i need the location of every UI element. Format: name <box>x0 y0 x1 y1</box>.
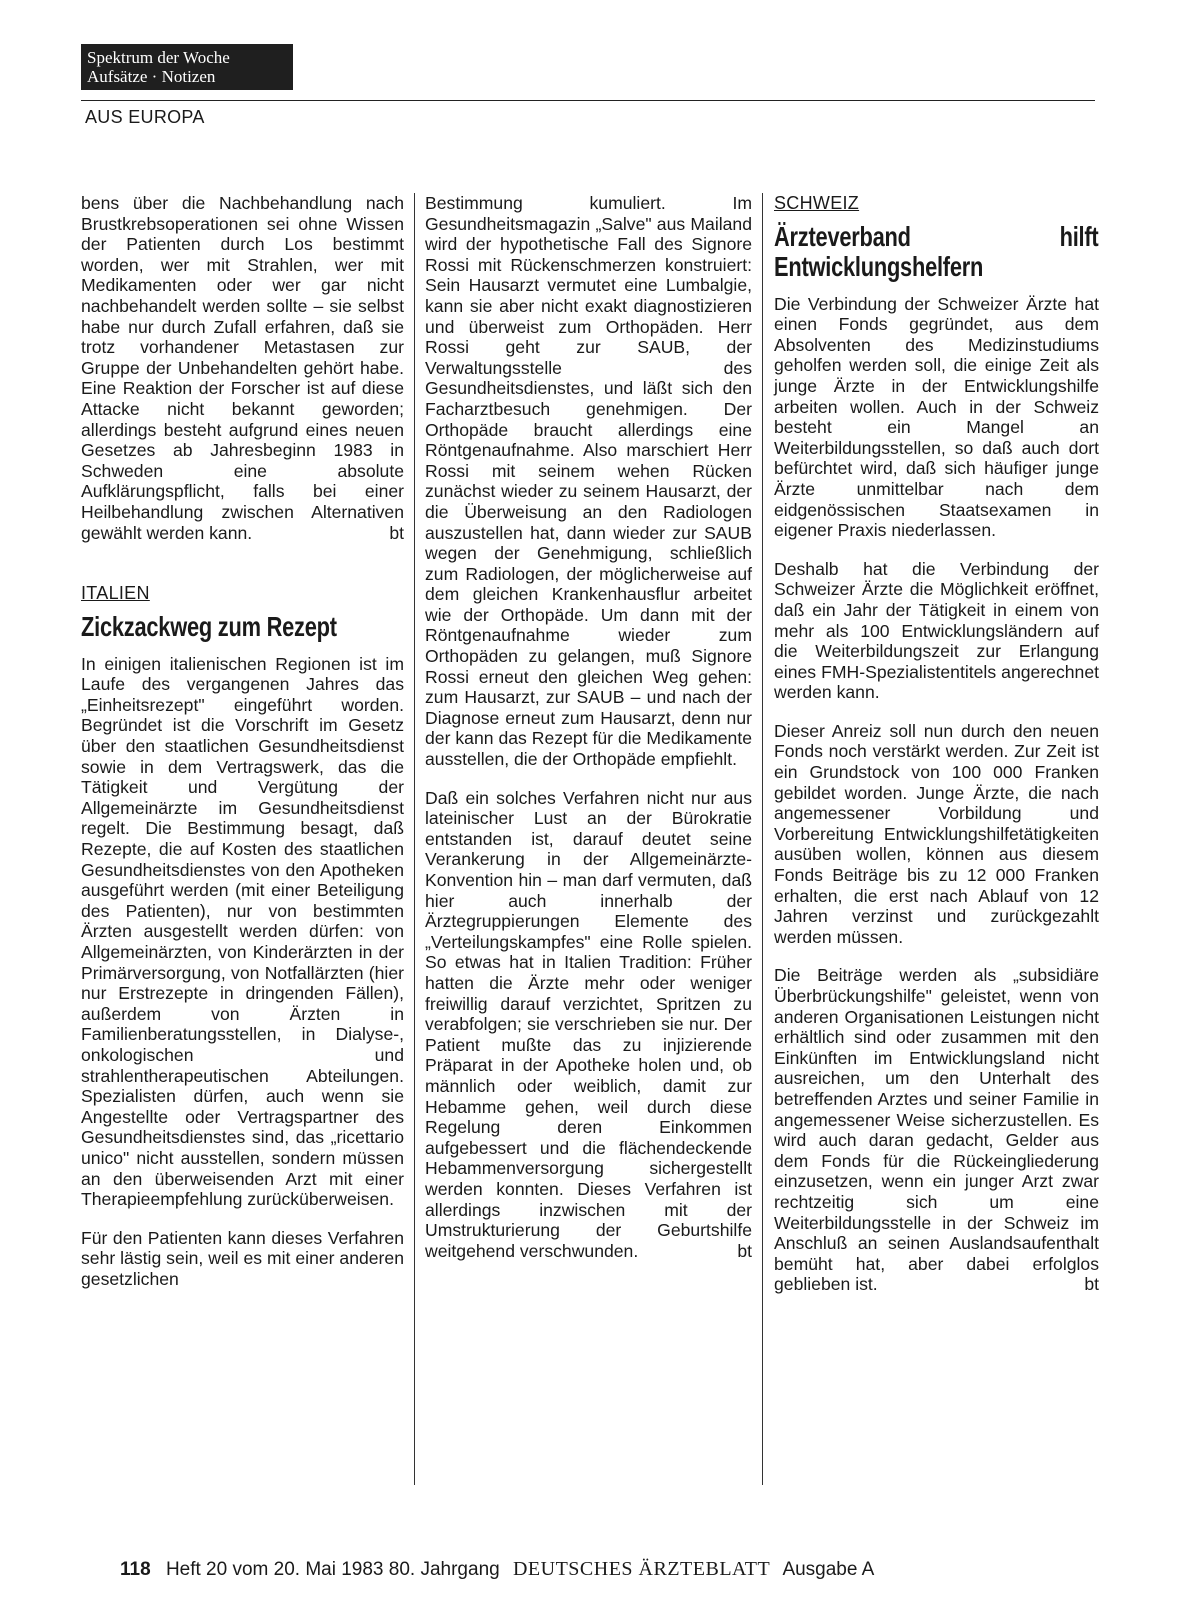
issue-info: Heft 20 vom 20. Mai 1983 80. Jahrgang <box>165 1559 500 1580</box>
journal-name: DEUTSCHES ÄRZTEBLATT <box>512 1558 771 1580</box>
byline: bt <box>1084 1274 1099 1295</box>
paragraph-text: Die Beiträge werden als „subsidiäre Überbrückungshilfe" geleistet, wenn von anderen Organisationen Leistungen nicht erhältlich sind oder zusammen mit den Einkünften im Entwicklungsland nicht ausreichen, um den Unterhalt des betreffenden Arztes und seiner Familie in angemessener Weise sicherzustellen. Es wird auch daran gedacht, Gelder aus dem Fonds für die Rückeingliederung einzusetzen, wenn ein junger Arzt zwar rechtzeitig sich um eine Weiterbildungsstelle in der Schweiz im Anschluß an seinen Auslandsaufenthalt bemüht hat, aber dabei erfolglos geblieben ist. <box>774 965 1099 1295</box>
article-headline-italien: Zickzackweg zum Rezept <box>81 610 337 642</box>
section-kicker-schweiz: SCHWEIZ <box>774 193 860 213</box>
paragraph: Dieser Anreiz soll nun durch den neuen Fonds noch verstärkt werden. Zur Zeit ist ein Grundstock von 100 000 Franken gebildet worden. Junge Ärzte, die nach angemessener Vorbildung und Vorbereitung Entwicklungshilfetätigkeiten ausüben wollen, können aus diesem Fonds Beiträge bis zu 12 000 Franken erhalten, die erst nach Ablauf von 12 Jahren verzinst und zurückgezahlt werden müssen. <box>774 720 1099 947</box>
column-1 <box>81 193 404 1308</box>
paragraph: In einigen italienischen Regionen ist im Laufe des vergangenen Jahres das „Einheitsrezept" eingeführt worden. Begründet ist die Vorschrift im Gesetz über den staatlichen Gesundheitsdienst sowie in dem Vertragswerk, das die Tätigkeit und Vergütung der Allgemeinärzte im Gesundheitsdienst regelt. Die Bestimmung besagt, daß Rezepte, die auf Kosten des staatlichen Gesundheitsdienstes von den Apotheken ausgeführt werden (mit einer Beteiligung des Patienten), nur von bestimmten Ärzten ausgestellt werden dürfen: von Allgemeinärzten, von Kinderärzten in der Primärversorgung, von Notfallärzten (hier nur Erstrezepte in dringenden Fällen), außerdem von Ärzten in Familienberatungsstellen, in Dialyse-, onkologischen und strahlentherapeutischen Abteilungen. Spezialisten dürfen, auch wenn sie Angestellte oder Vertragspartner des Gesundheitsdienstes sind, das „ricettario unico" nicht ausstellen, sondern müssen an den überweisenden Arzt mit einer Therapieempfehlung zurücküberweisen. <box>81 653 404 1210</box>
paragraph: Deshalb hat die Verbindung der Schweizer Ärzte die Möglichkeit eröffnet, daß ein Jahr der Tätigkeit in einem von mehr als 100 Entwicklungsländern auf die Weiterbildungszeit zur Erlangung eines FMH-Spezialistentitels angerechnet werden kann. <box>774 558 1099 703</box>
paragraph: Für den Patienten kann dieses Verfahren sehr lästig sein, weil es mit einer anderen gesetzlichen <box>81 1227 404 1289</box>
column-divider <box>414 193 415 1485</box>
page-number: 118 <box>120 1559 151 1580</box>
section-kicker-italien: ITALIEN <box>81 583 150 604</box>
paragraph <box>425 788 752 1262</box>
paragraph-text: Daß ein solches Verfahren nicht nur aus lateinischer Lust an der Bürokratie entstanden ist, darauf deutet seine Verankerung in der Allgemeinärzte-Konvention hin – man darf vermuten, daß hier auch innerhalb der Ärztegruppierungen Elemente des „Verteilungskampfes" eine Rolle spielen. So etwas hat in Italien Tradition: Früher hatten die Ärzte mehr oder weniger freiwillig darauf verzichtet, Spritzen zu verabfolgen; sie verschrieben sie nur. Der Patient mußte das zu injizierende Präparat in der Apotheke holen und, ob männlich oder weiblich, damit zur Hebamme gehen, weil durch diese Regelung deren Einkommen aufgebessert und die flächendeckende Hebammenversorgung sichergestellt werden konnten. Dieses Verfahren ist allerdings inzwischen mit der Umstrukturierung der Geburtshilfe weitgehend verschwunden. <box>425 787 752 1261</box>
column-3 <box>774 193 1099 1313</box>
column-2 <box>425 193 752 1279</box>
masthead-line-2: Aufsätze · Notizen <box>87 67 216 86</box>
article-headline-schweiz: Ärzteverband hilft Entwicklungshelfern <box>774 220 1099 282</box>
paragraph: Die Verbindung der Schweizer Ärzte hat einen Fonds gegründet, aus dem Absolventen des Medizinstudiums geholfen werden soll, die einige Zeit als junge Ärzte in der Entwicklungshilfe arbeiten wollen. Auch in der Schweiz besteht ein Mangel an Weiterbildungsstellen, so daß auch dort befürchtet wird, daß sich häufiger junge Ärzte unmittelbar nach dem eidgenössischen Staatsexamen in eigener Praxis niederlassen. <box>774 293 1099 541</box>
section-label: AUS EUROPA <box>85 107 205 127</box>
page-footer <box>120 1558 874 1581</box>
byline: bt <box>389 522 404 543</box>
paragraph: Bestimmung kumuliert. Im Gesundheitsmagazin „Salve" aus Mailand wird der hypothetische Fall des Signore Rossi mit Rückenschmerzen konstruiert: Sein Hausarzt vermutet eine Lumbalgie, kann sie aber nicht exakt diagnostizieren und überweist zum Orthopäden. Herr Rossi geht zur SAUB, der Verwaltungsstelle des Gesundheitsdienstes, und läßt sich den Facharztbesuch genehmigen. Der Orthopäde braucht allerdings eine Röntgenaufnahme. Also marschiert Herr Rossi mit seinem wehen Rücken zunächst wieder zu seinem Hausarzt, der die Überweisung an den Radiologen auszustellen hat, dann wieder zur SAUB wegen der Genehmigung, schließlich zum Radiologen, der möglicherweise auf dem gleichen Krankenhausflur arbeitet wie der Orthopäde. Um dann mit der Röntgenaufnahme wieder zum Orthopäden zu gelangen, muß Signore Rossi erneut den gleichen Weg gehen: zum Hausarzt, zur SAUB – und nach der Diagnose erneut zum Hausarzt, denn nur der kann das Rezept für die Medikamente ausstellen, die der Orthopäde empfiehlt. <box>425 193 752 770</box>
column-divider <box>762 193 763 1485</box>
paragraph <box>774 965 1099 1295</box>
edition-label: Ausgabe A <box>782 1559 875 1580</box>
masthead-line-1: Spektrum der Woche <box>87 48 230 67</box>
header-rule <box>81 100 1095 101</box>
masthead-box <box>81 44 293 90</box>
intro-text: bens über die Nachbehandlung nach Brustkrebsoperationen sei ohne Wissen der Patienten durch Los bestimmt worden, wer mit Strahlen, wer mit Medikamenten oder wer gar nicht nachbehandelt werden sollte – sie selbst habe nur durch Zufall erfahren, daß sie trotz vorhandener Metastasen zur Gruppe der Unbehandelten gehört habe. Eine Reaktion der Forscher ist auf diese Attacke nicht bekannt geworden; allerdings besteht aufgrund eines neuen Gesetzes ab Jahresbeginn 1983 in Schweden eine absolute Aufklärungspflicht, falls bei einer Heilbehandlung zwischen Alternativen gewählt werden kann. <box>81 193 404 543</box>
byline: bt <box>737 1240 752 1261</box>
intro-paragraph <box>81 193 404 543</box>
